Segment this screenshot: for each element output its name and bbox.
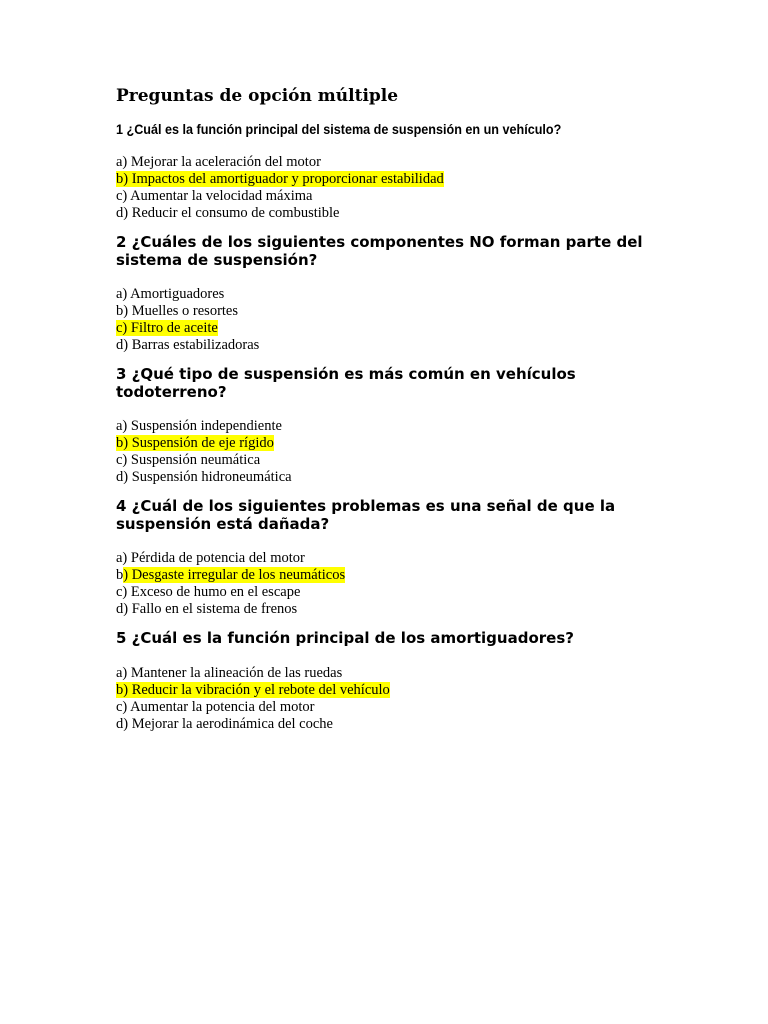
option-d	[116, 337, 656, 354]
highlighted-answer: ) Desgaste irregular de los neumáticos	[123, 567, 346, 583]
option-text: b) Muelles o resortes	[116, 303, 239, 319]
option-a	[116, 550, 656, 567]
question-block-5	[116, 630, 656, 733]
question-block-3	[116, 366, 656, 486]
question-block-2	[116, 234, 656, 354]
question-text: 5 ¿Cuál es la función principal de los amortiguadores?	[116, 629, 574, 647]
question-text: 4 ¿Cuál de los siguientes problemas es una señal de que la suspensión está dañada?	[116, 497, 616, 533]
question-block-4	[116, 498, 656, 618]
option-a	[116, 418, 656, 435]
options-list	[116, 665, 656, 733]
option-a	[116, 665, 656, 682]
option-b-correct	[116, 682, 656, 699]
option-text: a) Pérdida de potencia del motor	[116, 550, 305, 566]
options-list	[116, 418, 656, 486]
options-list	[116, 286, 656, 354]
option-c	[116, 699, 656, 716]
document-title: Preguntas de opción múltiple	[116, 86, 399, 106]
option-d	[116, 469, 656, 486]
options-list	[116, 154, 656, 222]
option-text: a) Mejorar la aceleración del motor	[116, 154, 321, 170]
highlighted-answer: b) Reducir la vibración y el rebote del vehículo	[116, 681, 390, 698]
option-d	[116, 601, 656, 618]
option-c	[116, 188, 656, 205]
option-a	[116, 286, 656, 303]
highlighted-answer: b) Suspensión de eje rígido	[116, 435, 274, 451]
question-text: 1 ¿Cuál es la función principal del sistema de suspensión en un vehículo?	[116, 121, 562, 137]
option-b	[116, 303, 656, 320]
option-b-correct	[116, 567, 656, 584]
option-c	[116, 452, 656, 469]
option-text: d) Reducir el consumo de combustible	[116, 205, 340, 221]
option-text: a) Mantener la alineación de las ruedas	[116, 664, 343, 681]
question-block-1	[116, 120, 656, 222]
options-list	[116, 550, 656, 618]
option-d	[116, 205, 656, 222]
highlighted-answer: b) Impactos del amortiguador y proporcionar estabilidad	[116, 171, 444, 187]
document-page	[116, 85, 656, 745]
option-a	[116, 154, 656, 171]
option-text: c) Suspensión neumática	[116, 452, 261, 468]
highlighted-answer: c) Filtro de aceite	[116, 320, 218, 336]
option-text: d) Barras estabilizadoras	[116, 337, 260, 353]
option-text: c) Aumentar la potencia del motor	[116, 698, 315, 715]
option-text: d) Mejorar la aerodinámica del coche	[116, 715, 333, 732]
option-c	[116, 584, 656, 601]
option-text: d) Fallo en el sistema de frenos	[116, 601, 298, 617]
option-text: c) Exceso de humo en el escape	[116, 584, 301, 600]
option-letter: b	[116, 567, 124, 583]
option-c-correct	[116, 320, 656, 337]
question-text: 2 ¿Cuáles de los siguientes componentes NO forman parte del sistema de suspensión?	[116, 233, 643, 269]
option-text: d) Suspensión hidroneumática	[116, 469, 292, 485]
option-text: c) Aumentar la velocidad máxima	[116, 188, 313, 204]
option-d	[116, 716, 656, 733]
option-b-correct	[116, 171, 656, 188]
option-text: a) Suspensión independiente	[116, 418, 282, 434]
question-text: 3 ¿Qué tipo de suspensión es más común en vehículos todoterreno?	[116, 365, 576, 401]
option-text: a) Amortiguadores	[116, 286, 225, 302]
option-b-correct	[116, 435, 656, 452]
